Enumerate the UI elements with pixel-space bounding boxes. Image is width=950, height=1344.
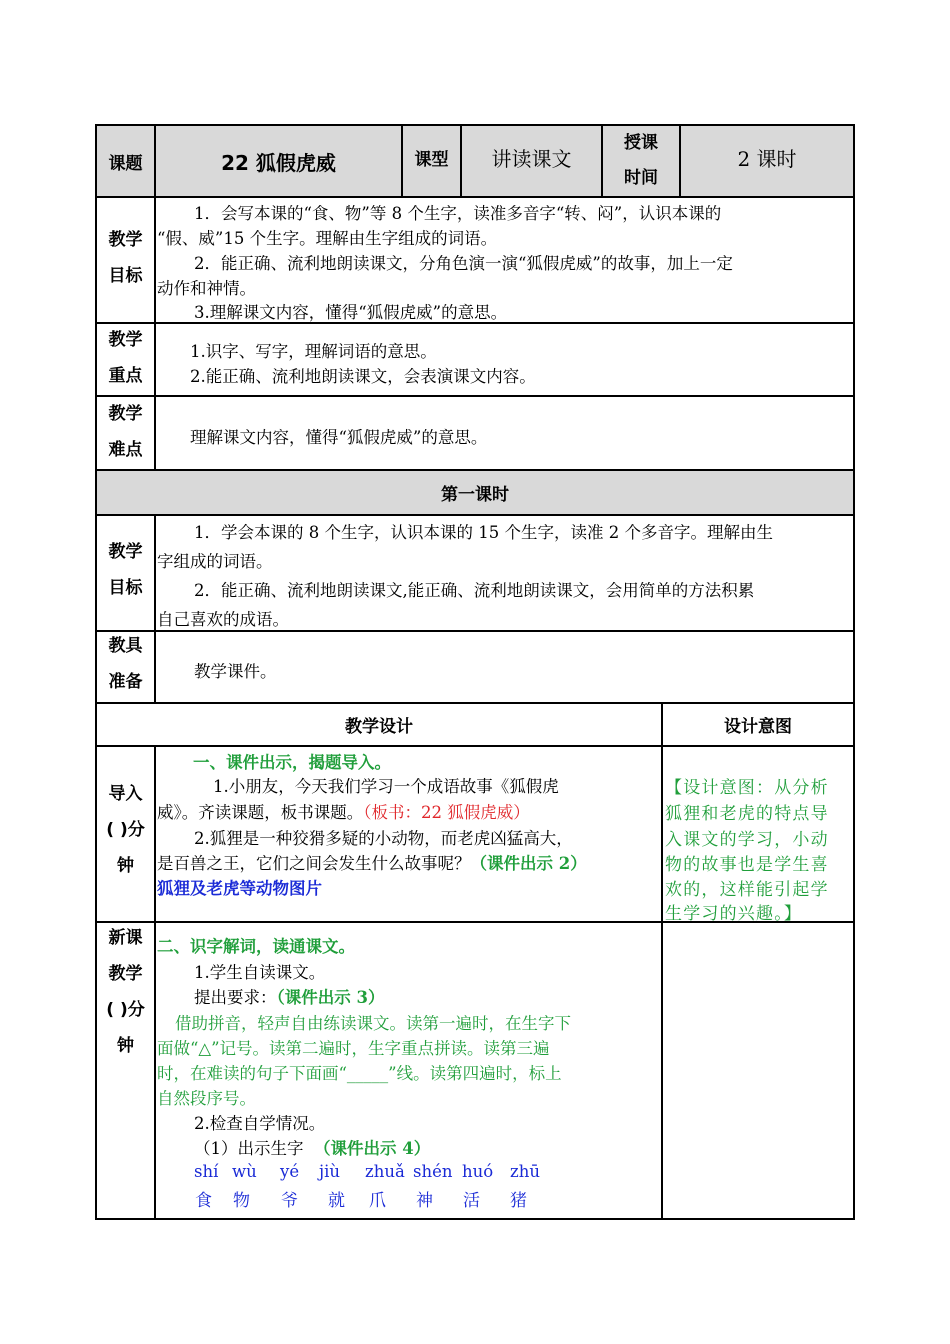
intent-header: 设计意图: [724, 717, 792, 737]
tools-label-line-2: 准备: [108, 672, 143, 692]
char-3: 就: [328, 1191, 345, 1211]
newlesson-requirement: [194, 984, 384, 1008]
time-label-line-1: 授课: [624, 133, 658, 153]
char-6: 活: [463, 1191, 480, 1211]
char-4: 爪: [369, 1191, 386, 1211]
goals-line-2: “假、威”15 个生字。理解由生字组成的词语。: [157, 229, 498, 248]
newlesson-show-chars: [194, 1135, 430, 1159]
lesson1-goals-label: [97, 534, 154, 606]
intro-p2-line-1: 2.狐狸是一种狡猾多疑的小动物，而老虎凶猛高大，: [194, 829, 573, 848]
difficulties-label-line-2: 难点: [108, 440, 143, 460]
goals-label-line-1: 教学: [108, 230, 143, 250]
goals-line-4: 动作和神情。: [157, 279, 256, 298]
goals-line-3: 2．能正确、流利地朗读课文，分角色演一演“狐假虎威”的故事，加上一定: [194, 254, 733, 273]
difficulties-label: [97, 396, 154, 468]
intro-label-line-3: 钟: [117, 856, 134, 876]
goals-line-5: 3.理解课文内容，懂得“狐假虎威”的意思。: [194, 303, 508, 322]
intent-line-5: 欢的，这样能引起学: [665, 880, 829, 900]
design-header: 教学设计: [345, 717, 413, 737]
lesson1-goal-line-3: 2．能正确、流利地朗读课文,能正确、流利地朗读课文，会用简单的方法积累: [194, 581, 755, 600]
newlesson-requirement-text: 提出要求：: [194, 988, 277, 1007]
tools-label: [97, 628, 154, 700]
intro-p1-text: 威》。齐读课题，板书课题。: [157, 803, 364, 822]
intro-animal-pictures: 狐狸及老虎等动物图片: [157, 879, 322, 898]
lesson1-goal-line-4: 自己喜欢的成语。: [157, 610, 289, 629]
topic-label: 课题: [108, 153, 143, 174]
time-label-line-2: 时间: [624, 168, 658, 188]
char-7: 猪: [510, 1191, 527, 1211]
lesson1-goals-label-line-2: 目标: [108, 578, 143, 598]
key-points-label-line-1: 教学: [108, 330, 143, 350]
pinyin-0: shí: [194, 1162, 219, 1181]
intro-courseware-2: （课件出示 2）: [470, 854, 587, 873]
intent-line-6: 生学习的兴趣。】: [665, 904, 803, 924]
newlesson-guide-line-3: 时，在难读的句子下面画“_____”线。读第四遍时，标上: [157, 1064, 562, 1083]
newlesson-label-line-2: 教学: [108, 964, 143, 984]
key-points-line-1: 1.识字、写字，理解词语的意思。: [190, 342, 437, 361]
char-5: 神: [416, 1191, 433, 1211]
intent-line-1: 【设计意图：从分析: [665, 778, 829, 798]
lesson1-goals-label-line-1: 教学: [108, 542, 143, 562]
pinyin-6: huó: [462, 1162, 494, 1181]
pinyin-7: zhū: [510, 1162, 540, 1181]
tools-label-line-1: 教具: [108, 636, 143, 656]
lesson1-title: 第一课时: [441, 485, 509, 505]
hours-value: 2 课时: [737, 146, 797, 171]
intent-line-4: 物的故事也是学生喜: [665, 855, 829, 875]
newlesson-label-line-1: 新课: [108, 928, 143, 948]
intent-line-2: 狐狸和老虎的特点导: [665, 804, 829, 824]
pinyin-3: jiù: [319, 1162, 341, 1181]
newlesson-step-1: 1.学生自读课文。: [194, 963, 326, 982]
intro-p2-line-2: [157, 850, 587, 874]
newlesson-guide-line-4: 自然段序号。: [157, 1089, 256, 1108]
topic-value: 22 狐假虎威: [221, 150, 336, 175]
pinyin-5: shén: [413, 1162, 453, 1181]
char-0: 食: [195, 1191, 212, 1211]
newlesson-guide-line-1: 借助拼音，轻声自由练读课文。读第一遍时，在生字下: [175, 1014, 571, 1033]
intro-p1-line-2: [157, 799, 530, 823]
difficulties-line-1: 理解课文内容，懂得“狐假虎威”的意思。: [190, 428, 488, 447]
newlesson-label-line-3: ( )分: [106, 1000, 145, 1020]
tools-value: 教学课件。: [194, 662, 277, 681]
intent-line-3: 入课文的学习，小动: [665, 830, 829, 850]
newlesson-heading: 二、识字解词，读通课文。: [157, 937, 355, 956]
lesson1-goal-line-2: 字组成的词语。: [157, 552, 273, 571]
intro-heading: 一、课件出示，揭题导入。: [193, 753, 391, 772]
intro-label: [97, 776, 154, 884]
newlesson-label-line-4: 钟: [117, 1036, 134, 1056]
goals-line-1: 1．会写本课的“食、物”等 8 个生字，读准多音字“转、闷”，认识本课的: [194, 204, 722, 223]
char-1: 物: [233, 1191, 250, 1211]
newlesson-courseware-4: （课件出示 4）: [314, 1139, 431, 1158]
goals-label-line-2: 目标: [108, 266, 143, 286]
pinyin-4: zhuǎ: [365, 1162, 405, 1181]
time-label: [603, 126, 679, 196]
lesson1-goal-line-1: 1．学会本课的 8 个生字，认识本课的 15 个生字，读准 2 个多音字。理解由生: [194, 523, 773, 542]
newlesson-step-2: 2.检查自学情况。: [194, 1114, 326, 1133]
type-value: 讲读课文: [491, 146, 572, 171]
newlesson-guide-line-2: 面做“△”记号。读第二遍时，生字重点拼读。读第三遍: [157, 1039, 550, 1058]
intro-label-line-1: 导入: [108, 784, 143, 804]
type-label: 课型: [414, 149, 449, 170]
pinyin-2: yé: [280, 1162, 300, 1181]
newlesson-courseware-3: （课件出示 3）: [276, 988, 385, 1007]
char-2: 爷: [281, 1191, 298, 1211]
key-points-label-line-2: 重点: [108, 366, 143, 386]
intro-board-note: （板书：22 狐假虎威）: [363, 803, 530, 822]
key-points-label: [97, 322, 154, 394]
goals-label: [97, 222, 154, 294]
intro-p2-text: 是百兽之王，它们之间会发生什么故事呢？: [157, 854, 471, 873]
newlesson-show-chars-text: （1）出示生字: [194, 1139, 304, 1158]
intro-p1-line-1: 1.小朋友，今天我们学习一个成语故事《狐假虎: [213, 777, 559, 796]
pinyin-1: wù: [232, 1162, 257, 1181]
difficulties-label-line-1: 教学: [108, 404, 143, 424]
intro-label-line-2: ( )分: [106, 820, 145, 840]
newlesson-label: [97, 920, 154, 1064]
key-points-line-2: 2.能正确、流利地朗读课文，会表演课文内容。: [190, 367, 536, 386]
